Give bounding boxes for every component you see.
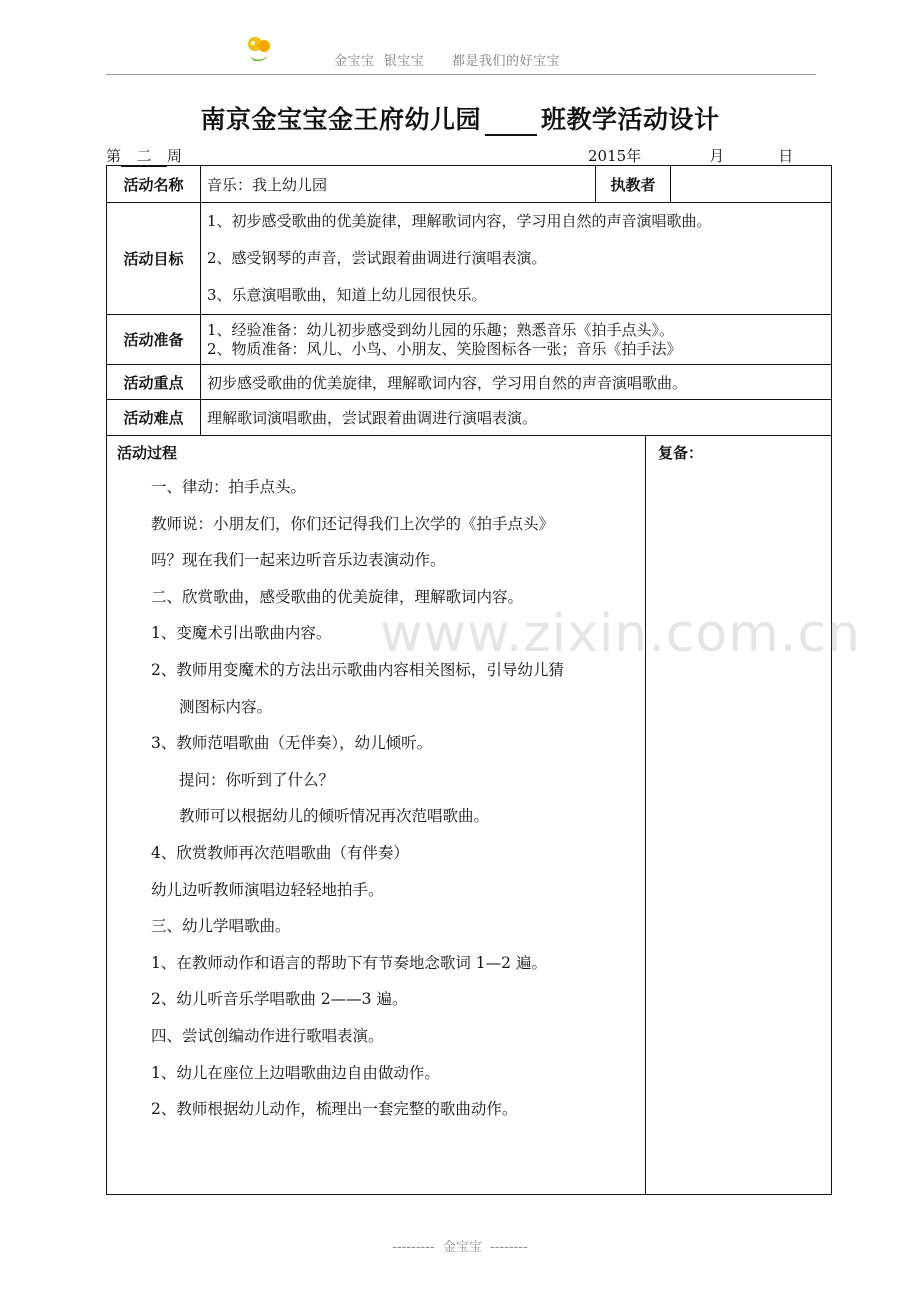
process-line: 教师可以根据幼儿的倾听情况再次范唱歌曲。	[179, 807, 490, 826]
class-blank	[485, 112, 537, 136]
week-value: 二	[121, 145, 167, 167]
goals-list	[201, 203, 832, 315]
goal-item: 3、乐意演唱歌曲，知道上幼儿园很快乐。	[207, 286, 487, 304]
process-label: 活动过程	[117, 444, 178, 462]
year-unit: 年	[626, 147, 642, 165]
goal-item: 1、初步感受歌曲的优美旋律，理解歌词内容，学习用自然的声音演唱歌曲。	[207, 212, 712, 230]
title-school: 南京金宝宝金王府幼儿园	[200, 105, 481, 134]
teacher-value	[671, 166, 832, 203]
week-line	[106, 145, 182, 167]
month-unit: 月	[709, 147, 725, 165]
kindergarten-logo-icon	[242, 34, 278, 64]
lesson-plan-table	[106, 165, 832, 1195]
process-line: 吗？现在我们一起来边听音乐边表演动作。	[151, 551, 446, 570]
row-process	[107, 436, 832, 1195]
process-steps	[113, 469, 639, 1128]
row-key-point	[107, 365, 832, 400]
day-unit: 日	[778, 147, 794, 165]
row-difficulty	[107, 400, 832, 436]
row-activity-name	[107, 166, 832, 203]
process-line: 1、幼儿在座位上边唱歌曲边自由做动作。	[151, 1063, 440, 1082]
row-goals	[107, 203, 832, 315]
process-line: 1、变魔术引出歌曲内容。	[151, 624, 332, 643]
prep-label: 活动准备	[107, 315, 201, 365]
prep-list	[201, 315, 832, 365]
year-value: 2015	[588, 147, 627, 165]
page-header	[106, 30, 816, 75]
prep-item: 1、经验准备：幼儿初步感受到幼儿园的乐趣；熟悉音乐《拍手点头》。	[207, 320, 675, 339]
process-cell	[107, 436, 646, 1195]
process-line: 一、律动：拍手点头。	[151, 478, 307, 496]
activity-name-label: 活动名称	[107, 166, 201, 203]
process-line: 三、幼儿学唱歌曲。	[151, 917, 291, 936]
process-line: 2、教师用变魔术的方法出示歌曲内容相关图标，引导幼儿猜	[151, 660, 564, 679]
process-line: 提问：你听到了什么？	[179, 770, 335, 789]
week-prefix: 第	[106, 147, 122, 165]
month-blank	[641, 147, 695, 166]
process-line: 2、幼儿听音乐学唱歌曲 2——3 遍。	[151, 990, 408, 1009]
process-line: 幼儿边听教师演唱边轻轻地拍手。	[151, 880, 384, 899]
goal-item: 2、感受钢琴的声音，尝试跟着曲调进行演唱表演。	[207, 249, 547, 267]
process-line: 1、在教师动作和语言的帮助下有节奏地念歌词 1—2 遍。	[151, 953, 547, 972]
row-preparation	[107, 315, 832, 365]
activity-name-value: 音乐：我上幼儿园	[201, 166, 596, 203]
process-line: 教师说：小朋友们，你们还记得我们上次学的《拍手点头》	[151, 514, 555, 533]
process-line: 4、欣赏教师再次范唱歌曲（有伴奏）	[151, 843, 409, 862]
process-line: 3、教师范唱歌曲（无伴奏），幼儿倾听。	[151, 734, 433, 753]
process-line: 测图标内容。	[179, 697, 273, 716]
notes-cell	[646, 436, 832, 1195]
week-suffix: 周	[167, 147, 183, 165]
key-value: 初步感受歌曲的优美旋律，理解歌词内容，学习用自然的声音演唱歌曲。	[201, 365, 832, 400]
header-slogan: 金宝宝 银宝宝 都是我们的好宝宝	[334, 54, 561, 69]
prep-item: 2、物质准备：风儿、小鸟、小朋友、笑脸图标各一张；音乐《拍手法》	[207, 339, 682, 358]
teacher-label: 执教者	[596, 166, 671, 203]
process-line: 四、尝试创编动作进行歌唱表演。	[151, 1026, 384, 1045]
key-label: 活动重点	[107, 365, 201, 400]
difficulty-label: 活动难点	[107, 400, 201, 436]
goals-label: 活动目标	[107, 203, 201, 315]
process-line: 2、教师根据幼儿动作，梳理出一套完整的歌曲动作。	[151, 1100, 518, 1119]
process-line: 二、欣赏歌曲，感受歌曲的优美旋律，理解歌词内容。	[151, 587, 524, 606]
watermark: www.zixin.com.cn	[380, 604, 861, 664]
page-footer: --------- 金宝宝 --------	[392, 1240, 528, 1255]
title-suffix: 班教学活动设计	[541, 105, 720, 134]
difficulty-value: 理解歌词演唱歌曲，尝试跟着曲调进行演唱表演。	[201, 400, 832, 436]
page-title	[0, 100, 920, 136]
date-line	[588, 145, 793, 166]
notes-label: 复备：	[658, 444, 704, 462]
day-blank	[724, 147, 778, 166]
